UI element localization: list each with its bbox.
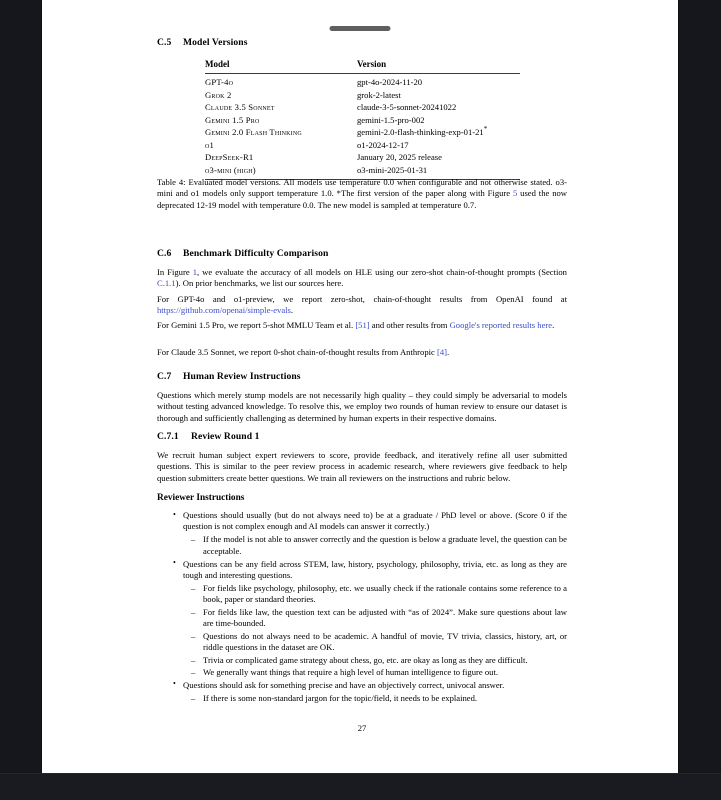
section-title: Benchmark Difficulty Comparison <box>183 248 329 259</box>
table-row <box>205 114 520 126</box>
section-title: Model Versions <box>183 37 248 48</box>
cell-model: GPT-4o <box>205 77 234 88</box>
table <box>205 58 520 179</box>
column-header-version: Version <box>357 58 520 74</box>
paragraph-c6-1 <box>157 267 567 290</box>
cell-model: Gemini 2.0 Flash Thinking <box>205 127 302 138</box>
dash-marker-icon: – <box>191 534 196 545</box>
cell-model: DeepSeek-R1 <box>205 152 254 163</box>
cell-version: gemini-1.5-pro-002 <box>357 114 425 125</box>
dash-marker-icon: – <box>191 692 196 703</box>
document-page <box>42 0 678 776</box>
table-row <box>205 74 520 90</box>
bullet-list <box>157 510 567 704</box>
sub-list-item <box>183 607 567 630</box>
section-number: C.6 <box>157 248 172 259</box>
link-google-results[interactable]: Google's reported results here <box>449 320 553 330</box>
link-simple-evals[interactable]: https://github.com/openai/simple-evals <box>157 305 291 316</box>
caption-text-2: used the now deprecated 12-19 model with temperature 0.0. The new model is sampled at temperature 0.7. <box>157 188 567 210</box>
sub-bullet-list <box>183 693 567 704</box>
cell-version: claude-3-5-sonnet-20241022 <box>357 102 457 113</box>
list-item <box>157 680 567 704</box>
sub-list-item <box>183 667 567 678</box>
dash-marker-icon: – <box>191 630 196 641</box>
list-item-text: Questions should ask for something precise and have an objectively correct, univocal answer. <box>183 679 505 690</box>
bullet-marker-icon: • <box>173 509 176 519</box>
paragraph-c6-4 <box>157 347 567 358</box>
dash-marker-icon: – <box>191 583 196 594</box>
dash-marker-icon: – <box>191 666 196 677</box>
link-section-c11[interactable]: C.1.1 <box>157 278 176 289</box>
dash-marker-icon: – <box>191 654 196 665</box>
link-citation-4[interactable]: [4] <box>436 347 447 357</box>
cell-version: January 20, 2025 release <box>357 152 442 163</box>
reviewer-instructions-heading: Reviewer Instructions <box>157 493 245 503</box>
link-figure-1[interactable]: 1 <box>192 267 197 277</box>
sub-list-item <box>183 655 567 666</box>
cell-model: o3-mini (high) <box>205 164 256 175</box>
sub-list-item <box>183 631 567 654</box>
text-segment: For Claude 3.5 Sonnet, we report 0-shot chain-of-thought results from Anthropic <box>157 347 437 357</box>
cell-model: Gemini 1.5 Pro <box>205 114 260 125</box>
text-segment: ). On prior benchmarks, we list our sources here. <box>175 278 344 289</box>
cell-version: o1-2024-12-17 <box>357 139 409 150</box>
sub-list-item-text: If there is some non-standard jargon for the topic/field, it needs to be explained. <box>203 692 478 703</box>
table-header-row <box>205 58 520 74</box>
sub-list-item-text: For fields like psychology, philosophy, etc. we usually check if the rationale contains some reference to a book, paper or standard theories. <box>203 583 567 605</box>
sub-bullet-list <box>183 583 567 678</box>
table-row <box>205 102 520 114</box>
section-number: C.7 <box>157 371 172 382</box>
section-heading-c6 <box>157 248 328 259</box>
cell-model: o1 <box>205 139 215 150</box>
paragraph-c71-1: We recruit human subject expert reviewers to score, provide feedback, and iteratively refine all user submitted questions. This is similar to the peer review process in academic research, where reviewers give feedback to help question submitters create better questions. We train all reviewers on the instructions and rubric below. <box>157 450 567 483</box>
sub-list-item-text: Questions do not always need to be academic. A handful of movie, TV trivia, classics, history, art, or riddle questions in the dataset are OK. <box>203 630 567 653</box>
section-heading-c7 <box>157 371 301 382</box>
text-segment: For GPT-4o and o1-preview, we report zero-shot, chain-of-thought results from OpenAI found at <box>157 294 567 304</box>
cell-version: o3-mini-2025-01-31 <box>357 164 428 175</box>
cell-model: Claude 3.5 Sonnet <box>205 102 275 113</box>
sub-list-item <box>183 534 567 557</box>
link-figure-5[interactable]: 5 <box>512 188 518 199</box>
paragraph-c6-3 <box>157 320 567 331</box>
table-row <box>205 152 520 164</box>
page-number: 27 <box>357 723 367 733</box>
text-segment: . <box>552 320 555 330</box>
list-item-text: Questions can be any field across STEM, law, history, psychology, philosophy, trivia, etc. as long as they are tough and interesting questions. <box>183 558 567 581</box>
sub-list-item-text: For fields like law, the question text can be adjusted with “as of 2024”. Make sure questions about law are time-bounded. <box>203 606 567 629</box>
table-row <box>205 90 520 102</box>
list-item <box>157 559 567 679</box>
caption-text-1: Evaluated model versions. All models use temperature 0.0 when configurable and not otherwise stated. o3-mini and o1 models only support temperature 1.0. *The first version of the paper along with Figure <box>157 177 568 199</box>
section-title: Review Round 1 <box>191 431 260 442</box>
section-heading-c71 <box>157 431 260 442</box>
table-row <box>205 139 520 151</box>
text-segment: In Figure <box>157 267 193 277</box>
column-header-model: Model <box>205 58 357 74</box>
section-number: C.5 <box>157 37 172 48</box>
bullet-marker-icon: • <box>173 558 176 568</box>
table-caption <box>157 177 567 211</box>
section-heading-c5 <box>157 37 248 48</box>
sub-bullet-list <box>183 534 567 557</box>
sub-list-item <box>183 583 567 606</box>
viewer-bottom-bar <box>0 773 721 800</box>
sub-list-item <box>183 693 567 704</box>
list-item-text: Questions should usually (but do not always need to) be at a graduate / PhD level or above. (Score 0 if the question is not complex enough and AI models can answer it correctly.) <box>183 510 567 532</box>
cell-version: gpt-4o-2024-11-20 <box>357 77 423 88</box>
text-segment: and other results from <box>369 320 450 330</box>
cell-version-text: gemini-2.0-flash-thinking-exp-01-21 <box>357 127 484 138</box>
reviewer-instructions-list <box>157 510 567 706</box>
sub-list-item-text: If the model is not able to answer correctly and the question is below a graduate level, the question can be acceptable. <box>203 534 567 556</box>
section-number: C.7.1 <box>157 431 179 442</box>
sub-list-item-text: Trivia or complicated game strategy about chess, go, etc. are okay as long as they are difficult. <box>203 654 528 665</box>
dash-marker-icon: – <box>191 606 196 617</box>
link-citation-51[interactable]: [51] <box>355 320 370 330</box>
cell-model: Grok 2 <box>205 89 232 100</box>
section-title: Human Review Instructions <box>183 371 301 382</box>
table-row <box>205 127 520 139</box>
drag-handle[interactable] <box>330 26 391 31</box>
paragraph-c7-1: Questions which merely stump models are not necessarily high quality – they could simply be adversarial to models without testing advanced knowledge. To resolve this, we employ two rounds of human review to ensure our dataset is thorough and sufficiently challenging as determined by human experts in their respective domains. <box>157 390 567 423</box>
model-versions-table <box>205 58 520 180</box>
caption-label: Table 4: <box>157 177 186 187</box>
sub-list-item-text: We generally want things that require a high level of human intelligence to figure out. <box>203 666 498 677</box>
text-segment: . <box>290 305 294 316</box>
text-segment: , we evaluate the accuracy of all models on HLE using our zero-shot chain-of-thought prompts (Section <box>196 267 567 277</box>
paragraph-c6-2 <box>157 294 567 317</box>
cell-version <box>357 127 520 139</box>
footnote-marker: * <box>483 125 488 134</box>
cell-version: grok-2-latest <box>357 89 401 100</box>
text-segment: . <box>447 347 450 357</box>
list-item <box>157 510 567 557</box>
bullet-marker-icon: • <box>173 679 176 689</box>
text-segment: For Gemini 1.5 Pro, we report 5-shot MMLU Team et al. <box>157 320 356 330</box>
